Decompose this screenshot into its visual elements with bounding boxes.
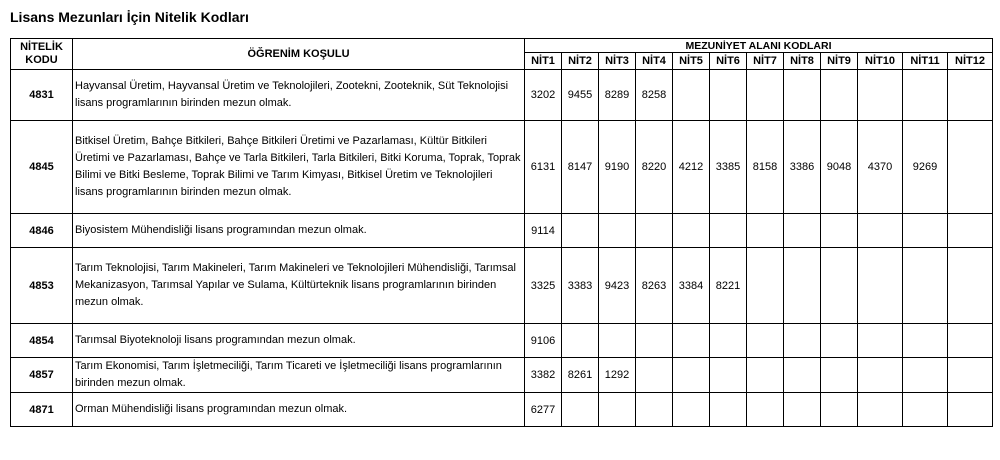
nit8-cell bbox=[784, 324, 821, 358]
nit6-cell bbox=[710, 214, 747, 248]
table-body bbox=[11, 70, 993, 427]
nit3-cell bbox=[599, 324, 636, 358]
nit5-cell: 4212 bbox=[673, 121, 710, 214]
nit5-cell: 3384 bbox=[673, 248, 710, 324]
qualification-codes-table bbox=[10, 38, 993, 427]
nit5-cell bbox=[673, 70, 710, 121]
nit-header-2: NİT2 bbox=[562, 53, 599, 70]
nit6-cell bbox=[710, 358, 747, 393]
nit9-cell bbox=[821, 393, 858, 427]
nit-header-9: NİT9 bbox=[821, 53, 858, 70]
nit2-cell: 3383 bbox=[562, 248, 599, 324]
nit1-cell: 9106 bbox=[525, 324, 562, 358]
table-row bbox=[11, 121, 993, 214]
nit6-cell: 8221 bbox=[710, 248, 747, 324]
nit9-cell bbox=[821, 70, 858, 121]
nit2-cell: 8147 bbox=[562, 121, 599, 214]
nitelik-kodu-header-line2: KODU bbox=[25, 54, 58, 66]
ogrenim-kosulu-cell: Biyosistem Mühendisliği lisans programından mezun olmak. bbox=[73, 214, 525, 248]
nit2-cell bbox=[562, 393, 599, 427]
table-row bbox=[11, 358, 993, 393]
nit1-cell: 3202 bbox=[525, 70, 562, 121]
nit2-cell: 8261 bbox=[562, 358, 599, 393]
nit-header-6: NİT6 bbox=[710, 53, 747, 70]
nit6-cell bbox=[710, 393, 747, 427]
ogrenim-kosulu-cell: Tarım Teknolojisi, Tarım Makineleri, Tarım Makineleri ve Teknolojileri Mühendisliği, Tarımsal Mekanizasyon, Tarımsal Yapılar ve Sulama, Kültürteknik lisans programlarının birinden mezun olmak. bbox=[73, 248, 525, 324]
nit10-cell bbox=[858, 214, 903, 248]
nit10-cell bbox=[858, 248, 903, 324]
nit1-cell: 3382 bbox=[525, 358, 562, 393]
nit8-cell bbox=[784, 214, 821, 248]
nitelik-kodu-cell: 4871 bbox=[11, 393, 73, 427]
nitelik-kodu-cell: 4853 bbox=[11, 248, 73, 324]
nit7-cell bbox=[747, 393, 784, 427]
nit11-cell bbox=[903, 358, 948, 393]
nit12-cell bbox=[948, 214, 993, 248]
page-title: Lisans Mezunları İçin Nitelik Kodları bbox=[10, 9, 249, 25]
mezuniyet-alani-kodlari-header: MEZUNİYET ALANI KODLARI bbox=[525, 39, 993, 53]
nit10-cell bbox=[858, 324, 903, 358]
table-row bbox=[11, 70, 993, 121]
nit-header-12: NİT12 bbox=[948, 53, 993, 70]
nitelik-kodu-cell: 4845 bbox=[11, 121, 73, 214]
nit7-cell bbox=[747, 248, 784, 324]
nit1-cell: 9114 bbox=[525, 214, 562, 248]
nit1-cell: 3325 bbox=[525, 248, 562, 324]
nit8-cell: 3386 bbox=[784, 121, 821, 214]
nit1-cell: 6131 bbox=[525, 121, 562, 214]
nit7-cell bbox=[747, 324, 784, 358]
nit10-cell bbox=[858, 358, 903, 393]
nitelik-kodu-cell: 4854 bbox=[11, 324, 73, 358]
nit11-cell bbox=[903, 393, 948, 427]
nit12-cell bbox=[948, 324, 993, 358]
nit5-cell bbox=[673, 358, 710, 393]
ogrenim-kosulu-cell: Tarım Ekonomisi, Tarım İşletmeciliği, Tarım Ticareti ve İşletmeciliği lisans programlarının birinden mezun olmak. bbox=[73, 358, 525, 393]
nit7-cell: 8158 bbox=[747, 121, 784, 214]
ogrenim-kosulu-cell: Tarımsal Biyoteknoloji lisans programından mezun olmak. bbox=[73, 324, 525, 358]
nit4-cell bbox=[636, 214, 673, 248]
ogrenim-kosulu-header: ÖĞRENİM KOŞULU bbox=[73, 39, 525, 70]
nit10-cell: 4370 bbox=[858, 121, 903, 214]
nit4-cell: 8263 bbox=[636, 248, 673, 324]
nit8-cell bbox=[784, 248, 821, 324]
nit4-cell: 8220 bbox=[636, 121, 673, 214]
nit9-cell bbox=[821, 248, 858, 324]
nit6-cell bbox=[710, 70, 747, 121]
nit4-cell: 8258 bbox=[636, 70, 673, 121]
nit3-cell bbox=[599, 393, 636, 427]
nit2-cell bbox=[562, 214, 599, 248]
nit3-cell: 9190 bbox=[599, 121, 636, 214]
table-row bbox=[11, 393, 993, 427]
nit-header-4: NİT4 bbox=[636, 53, 673, 70]
nit7-cell bbox=[747, 214, 784, 248]
nit11-cell bbox=[903, 248, 948, 324]
nit-header-8: NİT8 bbox=[784, 53, 821, 70]
nit4-cell bbox=[636, 324, 673, 358]
nit1-cell: 6277 bbox=[525, 393, 562, 427]
nit11-cell bbox=[903, 324, 948, 358]
nit6-cell: 3385 bbox=[710, 121, 747, 214]
nit-header-7: NİT7 bbox=[747, 53, 784, 70]
nit7-cell bbox=[747, 70, 784, 121]
nitelik-kodu-cell: 4846 bbox=[11, 214, 73, 248]
nit-header-11: NİT11 bbox=[903, 53, 948, 70]
nit11-cell: 9269 bbox=[903, 121, 948, 214]
nit3-cell: 9423 bbox=[599, 248, 636, 324]
ogrenim-kosulu-cell: Orman Mühendisliği lisans programından mezun olmak. bbox=[73, 393, 525, 427]
nit9-cell bbox=[821, 214, 858, 248]
nit12-cell bbox=[948, 358, 993, 393]
nit2-cell: 9455 bbox=[562, 70, 599, 121]
nit12-cell bbox=[948, 121, 993, 214]
nit12-cell bbox=[948, 393, 993, 427]
nitelik-kodu-cell: 4857 bbox=[11, 358, 73, 393]
nit4-cell bbox=[636, 358, 673, 393]
nitelik-kodu-cell: 4831 bbox=[11, 70, 73, 121]
nit7-cell bbox=[747, 358, 784, 393]
table-row bbox=[11, 324, 993, 358]
nit-header-1: NİT1 bbox=[525, 53, 562, 70]
nit-header-3: NİT3 bbox=[599, 53, 636, 70]
table-row bbox=[11, 214, 993, 248]
nit9-cell bbox=[821, 324, 858, 358]
nit12-cell bbox=[948, 70, 993, 121]
nit10-cell bbox=[858, 393, 903, 427]
nit5-cell bbox=[673, 393, 710, 427]
nit8-cell bbox=[784, 358, 821, 393]
nit9-cell: 9048 bbox=[821, 121, 858, 214]
nitelik-kodu-header-line1: NİTELİK bbox=[20, 41, 63, 53]
nit-header-5: NİT5 bbox=[673, 53, 710, 70]
nit4-cell bbox=[636, 393, 673, 427]
ogrenim-kosulu-cell: Bitkisel Üretim, Bahçe Bitkileri, Bahçe Bitkileri Üretimi ve Pazarlaması, Kültür Bitkileri Üretimi ve Pazarlaması, Bahçe ve Tarla Bitkileri, Tarla Bitkileri, Bitki Koruma, Toprak, Toprak Bilimi ve Bitki Besleme, Toprak Bilimi ve Tarım Kimyası, Bitkisel Üretim ve Teknolojileri lisans programlarının birinden mezun olmak. bbox=[73, 121, 525, 214]
nit11-cell bbox=[903, 70, 948, 121]
nit5-cell bbox=[673, 324, 710, 358]
nit2-cell bbox=[562, 324, 599, 358]
nit3-cell bbox=[599, 214, 636, 248]
table-row bbox=[11, 248, 993, 324]
nit11-cell bbox=[903, 214, 948, 248]
ogrenim-kosulu-cell: Hayvansal Üretim, Hayvansal Üretim ve Teknolojileri, Zootekni, Zooteknik, Süt Teknolojisi lisans programlarının birinden mezun olmak. bbox=[73, 70, 525, 121]
nit5-cell bbox=[673, 214, 710, 248]
nit3-cell: 1292 bbox=[599, 358, 636, 393]
nit12-cell bbox=[948, 248, 993, 324]
nit9-cell bbox=[821, 358, 858, 393]
nitelik-kodu-header bbox=[11, 39, 73, 70]
nit3-cell: 8289 bbox=[599, 70, 636, 121]
nit-header-10: NİT10 bbox=[858, 53, 903, 70]
nit8-cell bbox=[784, 393, 821, 427]
nit8-cell bbox=[784, 70, 821, 121]
nit10-cell bbox=[858, 70, 903, 121]
nit6-cell bbox=[710, 324, 747, 358]
